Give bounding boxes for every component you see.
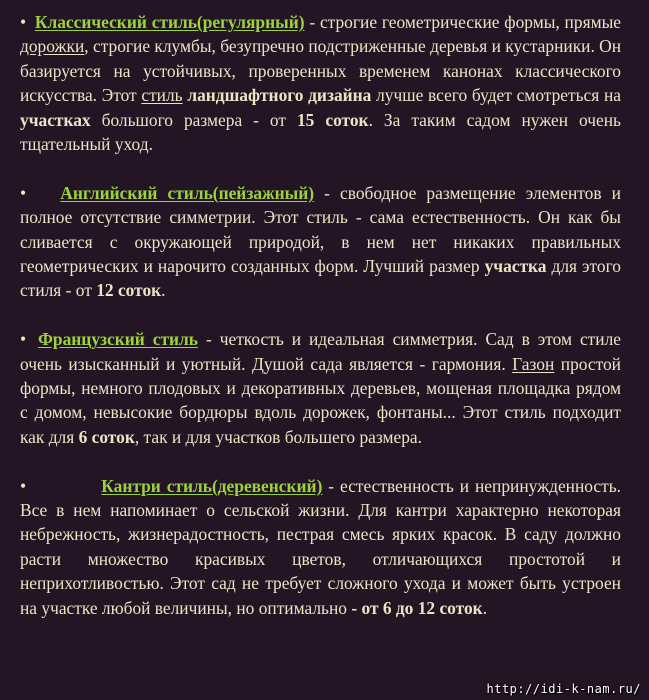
link-style[interactable]: стиль [141, 85, 183, 106]
paragraph-english-style [20, 181, 621, 303]
site-watermark: http://idi-k-nam.ru/ [486, 682, 641, 696]
article-text [20, 10, 621, 645]
paragraph-country-style [20, 474, 621, 620]
bullet-icon: • [20, 329, 27, 350]
bold-15-sotok: 15 соток [296, 109, 369, 130]
link-lawn[interactable]: Газон [512, 353, 555, 374]
english-style-title[interactable]: Английский стиль(пейзажный) [60, 182, 315, 203]
bullet-icon: • [20, 475, 27, 496]
text-segment: - строгие геометрические формы, прямые [304, 12, 621, 32]
text-segment: , строгие клумбы, безупречно подстриженные деревья и кустарники. Он базируется на устойчивых, проверенных временем канонах классического искусства. Этот [20, 36, 622, 106]
text-segment: . [161, 280, 166, 301]
text-segment: , так и для участков большего размера. [134, 426, 422, 447]
bullet-icon: • [20, 182, 27, 203]
text-segment: . За таким садом нужен очень тщательный уход. [20, 109, 621, 155]
bold-6-sotok: 6 соток [78, 426, 135, 447]
text-segment: - естественность и непринужденность. Все в нем напоминает о сельской жизни. Для кантри характерно некоторая небрежность, жизнерадостность, пестрая смесь ярких красок. В саду должно расти множество красивых цветов, отличающихся простотой и неприхотливостью. Этот сад не требует сложного ухода и может быть устроен на участке любой величины, но оптимально [20, 475, 622, 618]
text-segment: - свободное размещение элементов и полное отсутствие симметрии. Этот стиль - сама естественность. Он как бы сливается с окружающей природой, в нем нет никаких правильных геометрических и нарочито созданных форм. Лучший размер [20, 182, 621, 277]
bold-plots: участках [20, 109, 91, 130]
classic-style-title[interactable]: Классический стиль(регулярный) [34, 12, 305, 32]
paragraph-french-style [20, 327, 621, 449]
text-segment: простой формы, немного плодовых и декоративных деревьев, мощеная площадка рядом с домом, невысокие бордюры вдоль дорожек, фонтаны... Этот стиль подходит как для [20, 353, 621, 447]
bold-plot: участка [484, 256, 547, 277]
text-segment: . [482, 597, 488, 618]
link-paths[interactable]: дорожки [20, 36, 85, 57]
bullet-icon: • [20, 12, 27, 32]
text-segment: большого размера - от [90, 109, 297, 130]
text-segment: для этого стиля - от [20, 256, 621, 301]
bold-landscape-design: ландшафтного дизайна [187, 85, 372, 106]
text-segment: - четкость и идеальная симметрия. Сад в этом стиле очень изысканный и уютный. Душой сада является - гармония. [20, 329, 621, 374]
bold-dash: - [351, 597, 362, 618]
french-style-title[interactable]: Французский стиль [37, 329, 198, 350]
text-segment: лучше всего будет смотреться на [371, 85, 621, 106]
country-style-title[interactable]: Кантри стиль(деревенский) [101, 475, 323, 496]
bold-12-sotok: 12 соток [96, 280, 162, 301]
bold-6-to-12-sotok: от 6 до 12 соток [361, 597, 483, 618]
paragraph-classic-style [20, 10, 621, 156]
